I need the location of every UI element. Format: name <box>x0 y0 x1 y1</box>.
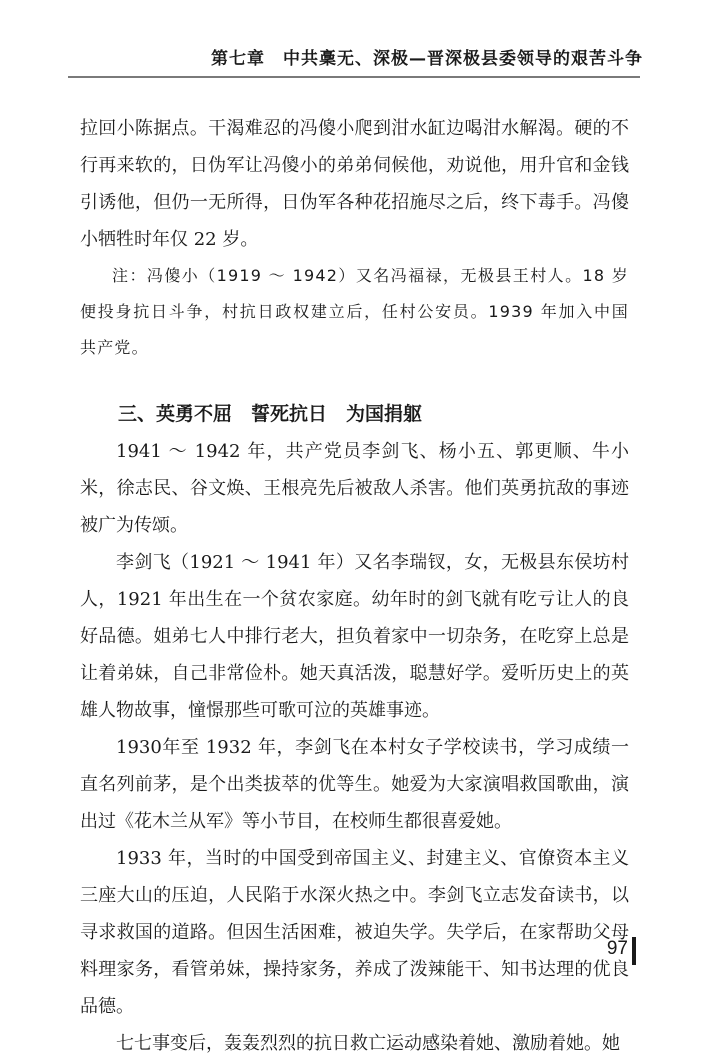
page-body <box>80 110 629 1062</box>
paragraph: 1933 年，当时的中国受到帝国主义、封建主义、官僚资本主义三座大山的压迫，人民陷于水深火热之中。李剑飞立志发奋读书，以寻求救国的道路。但因生活困难，被迫失学。失学后，在家帮助父母料理家务，看管弟妹，操持家务，养成了泼辣能干、知书达理的优良品德。 <box>80 848 629 1017</box>
section-heading: 三、英勇不屈 誓死抗日 为国捐躯 <box>118 403 423 425</box>
footnote: 注：冯傻小（1919 ～ 1942）又名冯福禄，无极县王村人。18 岁便投身抗日斗争，村抗日政权建立后，任村公安员。1939 年加入中国共产党。 <box>80 266 629 357</box>
page-number-bar <box>632 937 636 965</box>
paragraph: 1930年至 1932 年，李剑飞在本村女子学校读书，学习成绩一直名列前茅，是个出类拔萃的优等生。她爱为大家演唱救国歌曲，演出过《花木兰从军》等小节目，在校师生都很喜爱她。 <box>80 737 629 832</box>
header-rule <box>68 76 640 78</box>
paragraph: 1941 ～ 1942 年，共产党员李剑飞、杨小五、郭更顺、牛小米，徐志民、谷文焕、王根亮先后被敌人杀害。他们英勇抗敌的事迹被广为传颂。 <box>80 441 629 536</box>
paragraph: 李剑飞（1921 ～ 1941 年）又名李瑞钗，女，无极县东侯坊村人，1921 年出生在一个贫农家庭。幼年时的剑飞就有吃亏让人的良好品德。姐弟七人中排行老大，担负着家中一切杂务，在吃穿上总是让着弟妹，自己非常俭朴。她天真活泼，聪慧好学。爱听历史上的英雄人物故事，憧憬那些可歌可泣的英雄事迹。 <box>80 552 629 721</box>
page-number: 97 <box>606 938 628 959</box>
running-header: 第七章 中共稾无、深极—晋深极县委领导的艰苦斗争 <box>211 49 643 69</box>
paragraph-continuation: 拉回小陈据点。干渴难忍的冯傻小爬到泔水缸边喝泔水解渴。硬的不行再来软的，日伪军让冯傻小的弟弟伺候他，劝说他，用升官和金钱引诱他，但仍一无所得，日伪军各种花招施尽之后，终下毒手。冯傻小牺牲时年仅 22 岁。 <box>80 118 629 250</box>
paragraph: 七七事变后，轰轰烈烈的抗日救亡运动感染着她、激励着她。她 <box>116 1033 620 1054</box>
